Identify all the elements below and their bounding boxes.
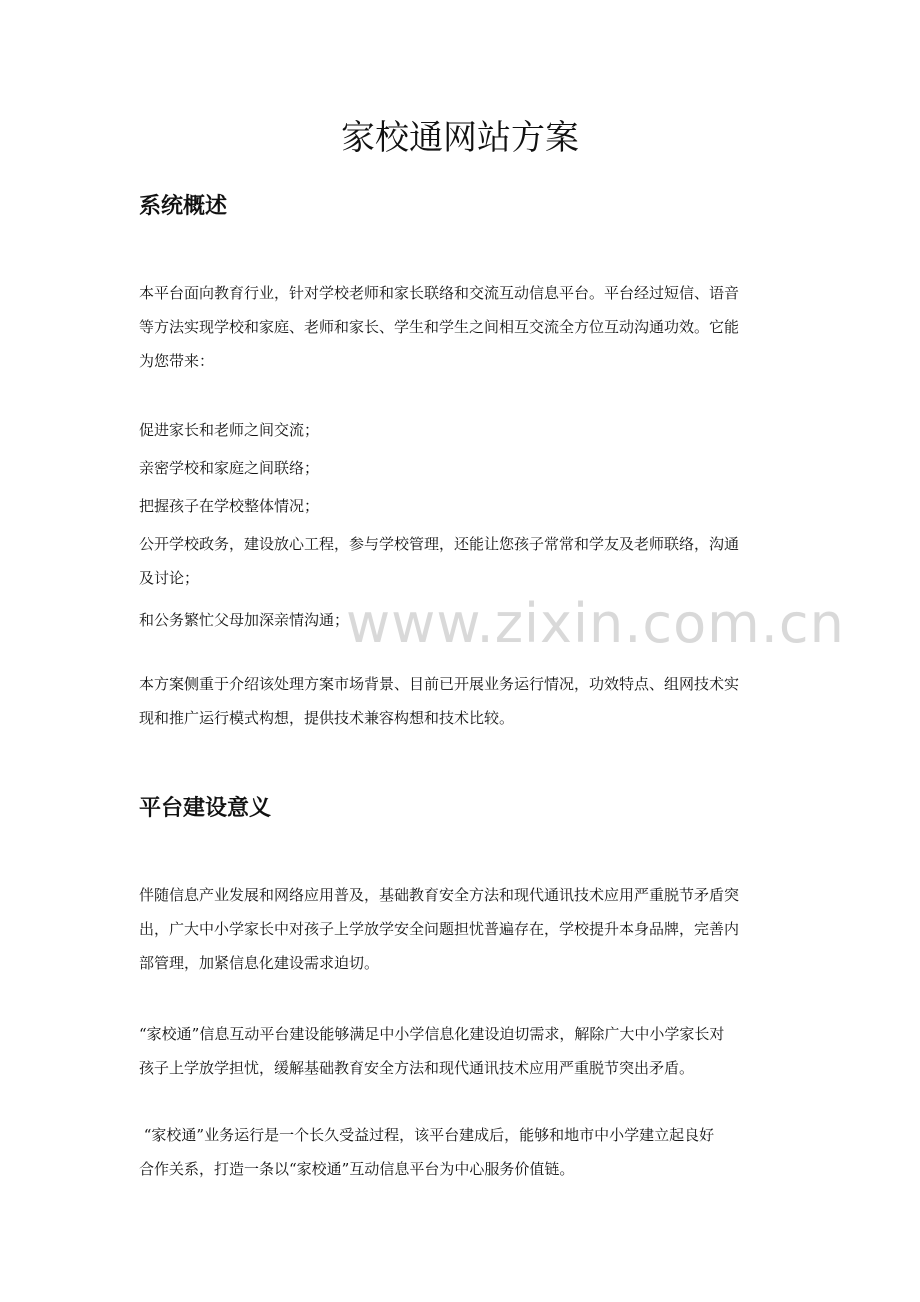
text-line: 孩子上学放学担忧，缓解基础教育安全方法和现代通讯技术应用严重脱节突出矛盾。 <box>139 1059 695 1077</box>
text-line: “家校通”业务运行是一个长久受益过程，该平台建成后，能够和地市中小学建立起良好 <box>139 1126 715 1144</box>
paragraph-background <box>139 878 784 980</box>
text-line: 把握孩子在学校整体情况； <box>139 497 320 515</box>
text-line: 出，广大中小学家长中对孩子上学放学安全问题担忧普遍存在，学校提升本身品牌，完善内 <box>139 920 740 938</box>
text-line: 合作关系，打造一条以“家校通”互动信息平台为中心服务价值链。 <box>139 1160 575 1178</box>
paragraph-scope <box>139 667 784 735</box>
text-line: 亲密学校和家庭之间联络； <box>139 459 320 477</box>
list-item-benefit <box>139 489 784 523</box>
section-heading-significance: 平台建设意义 <box>139 796 272 821</box>
text-line: 等方法实现学校和家庭、老师和家长、学生和学生之间相互交流全方位互动沟通功效。它能 <box>139 318 740 336</box>
text-line: “家校通”信息互动平台建设能够满足中小学信息化建设迫切需求，解除广大中小学家长对 <box>139 1025 725 1043</box>
text-line: 促进家长和老师之间交流； <box>139 421 320 439</box>
list-item-benefit <box>139 413 784 447</box>
text-line: 和公务繁忙父母加深亲情沟通； <box>139 611 350 629</box>
text-line: 为您带来： <box>139 352 215 370</box>
text-line: 本平台面向教育行业，针对学校老师和家长联络和交流互动信息平台。平台经过短信、语音 <box>139 284 740 302</box>
paragraph-business-operation <box>139 1118 784 1186</box>
text-line: 本方案侧重于介绍该处理方案市场背景、目前已开展业务运行情况，功效特点、组网技术实 <box>139 675 740 693</box>
text-line: 公开学校政务，建设放心工程，参与学校管理，还能让您孩子常常和学友及老师联络，沟通 <box>139 535 740 553</box>
watermark: www.zixin.com.cn <box>346 592 845 655</box>
paragraph-platform-value <box>139 1017 784 1085</box>
section-heading-overview: 系统概述 <box>139 194 228 219</box>
text-line: 部管理，加紧信息化建设需求迫切。 <box>139 954 380 972</box>
text-line: 现和推广运行模式构想，提供技术兼容构想和技术比较。 <box>139 709 515 727</box>
text-line: 伴随信息产业发展和网络应用普及，基础教育安全方法和现代通讯技术应用严重脱节矛盾突 <box>139 886 740 904</box>
paragraph-intro <box>139 276 784 378</box>
document-title: 家校通网站方案 <box>341 118 579 158</box>
list-item-benefit <box>139 527 784 595</box>
text-line: 及讨论； <box>139 569 200 587</box>
list-item-benefit <box>139 451 784 485</box>
